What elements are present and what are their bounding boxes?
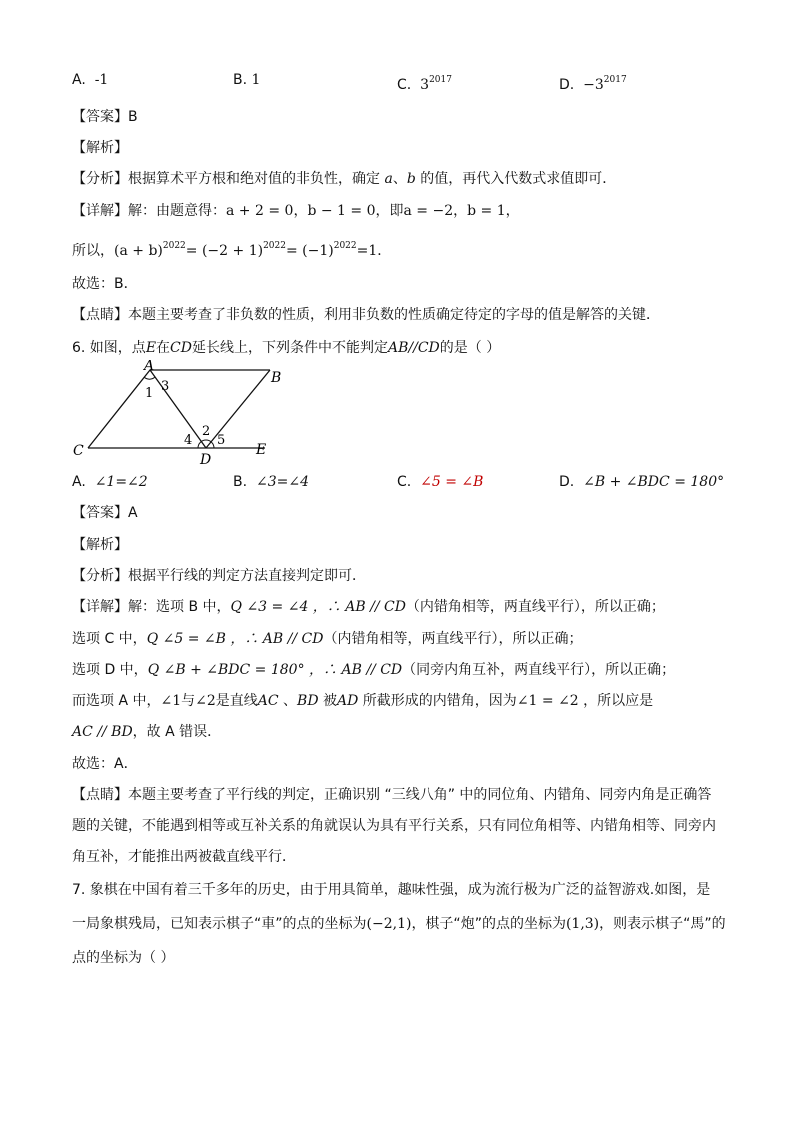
q6-jiexi: 【解析】 bbox=[72, 537, 128, 553]
q7-stem-line1: 7. 象棋在中国有着三千多年的历史，由于用具简单，趣味性强，成为流行极为广泛的益智游戏.如图，是 bbox=[72, 882, 711, 898]
q6-stem: 6. 如图，点E在CD延长线上，下列条件中不能判定AB//CD的是（ ） bbox=[72, 340, 501, 356]
q5-option-b: B. 1 bbox=[233, 72, 261, 88]
label-c: C bbox=[73, 443, 84, 459]
q6-fenxi: 【分析】根据平行线的判定方法直接判定即可． bbox=[72, 568, 366, 584]
q6-option-a: A. ∠1=∠2 bbox=[72, 474, 148, 490]
segment-bd bbox=[206, 370, 270, 448]
segment-ad bbox=[150, 370, 206, 448]
label-b: B bbox=[271, 370, 282, 386]
q6-xiangjie-line5: AC // BD，故 A 错误． bbox=[72, 724, 222, 740]
q7-stem-line2: 一局象棋残局，已知表示棋子“車”的点的坐标为(−2,1)，棋子“炮”的点的坐标为(1,3)，则表示棋子“馬”的 bbox=[72, 916, 726, 932]
label-angle-2: 2 bbox=[202, 424, 211, 439]
q6-guxuan: 故选：A． bbox=[72, 756, 138, 772]
q5-xiangjie: 【详解】解：由题意得：a + 2 = 0，b − 1 = 0，即a = −2，b = 1， bbox=[72, 203, 520, 219]
q5-jiexi: 【解析】 bbox=[72, 140, 128, 156]
q6-dianjing-line3: 角互补，才能推出两被截直线平行． bbox=[72, 849, 296, 865]
q6-dianjing-line1: 【点睛】本题主要考查了平行线的判定，正确识别 “三线八角” 中的同位角、内错角、同旁内角是正确答 bbox=[72, 787, 712, 803]
label-angle-5: 5 bbox=[217, 433, 226, 448]
label-angle-4: 4 bbox=[184, 433, 193, 448]
q5-option-d: D. $-3^{2017}$ bbox=[559, 75, 627, 93]
label-a: A bbox=[144, 360, 155, 374]
q6-xiangjie-line4: 而选项 A 中，∠1与∠2是直线AC 、BD 被AD 所截形成的内错角，因为∠1 = ∠2 ，所以应是 bbox=[72, 693, 654, 709]
q5-calc: 所以，$(a + b)^{2022}= (-2 + 1)^{2022}= (-1)^{2022}=1$． bbox=[72, 241, 392, 259]
label-d: D bbox=[200, 452, 212, 468]
label-e: E bbox=[256, 442, 267, 458]
q7-stem-line3: 点的坐标为（ ） bbox=[72, 950, 175, 966]
segment-ac bbox=[88, 370, 150, 448]
q6-option-d: D. ∠B + ∠BDC = 180° bbox=[559, 474, 725, 490]
q6-xiangjie-line3: 选项 D 中，Q ∠B + ∠BDC = 180° ，∴ AB // CD（同旁内角互补，两直线平行），所以正确； bbox=[72, 662, 676, 678]
q6-option-b: B. ∠3=∠4 bbox=[233, 474, 309, 490]
q5-guxuan: 故选：B． bbox=[72, 276, 138, 292]
q5-dianjing: 【点睛】本题主要考查了非负数的性质，利用非负数的性质确定待定的字母的值是解答的关键． bbox=[72, 307, 660, 323]
q5-option-c: C. $3^{2017}$ bbox=[397, 75, 452, 93]
q6-answer: 【答案】A bbox=[72, 505, 138, 521]
angle-arc-a bbox=[144, 377, 155, 379]
q5-fenxi: 【分析】根据算术平方根和绝对值的非负性，确定 a、b 的值，再代入代数式求值即可． bbox=[72, 171, 617, 187]
q6-geometry-figure bbox=[60, 360, 290, 470]
q5-answer: 【答案】B bbox=[72, 109, 138, 125]
q6-xiangjie-line2: 选项 C 中，Q ∠5 = ∠B ，∴ AB // CD（内错角相等，两直线平行），所以正确； bbox=[72, 631, 583, 647]
label-angle-1: 1 bbox=[145, 386, 154, 401]
q5-option-a: A. -1 bbox=[72, 72, 109, 88]
label-angle-3: 3 bbox=[161, 379, 170, 394]
q6-option-c: C. ∠5 = ∠B bbox=[397, 474, 484, 490]
q6-xiangjie-line1: 【详解】解：选项 B 中，Q ∠3 = ∠4 ，∴ AB // CD（内错角相等，两直线平行），所以正确； bbox=[72, 599, 665, 615]
q6-dianjing-line2: 题的关键，不能遇到相等或互补关系的角就误认为具有平行关系，只有同位角相等、内错角相等、同旁内 bbox=[72, 818, 716, 834]
